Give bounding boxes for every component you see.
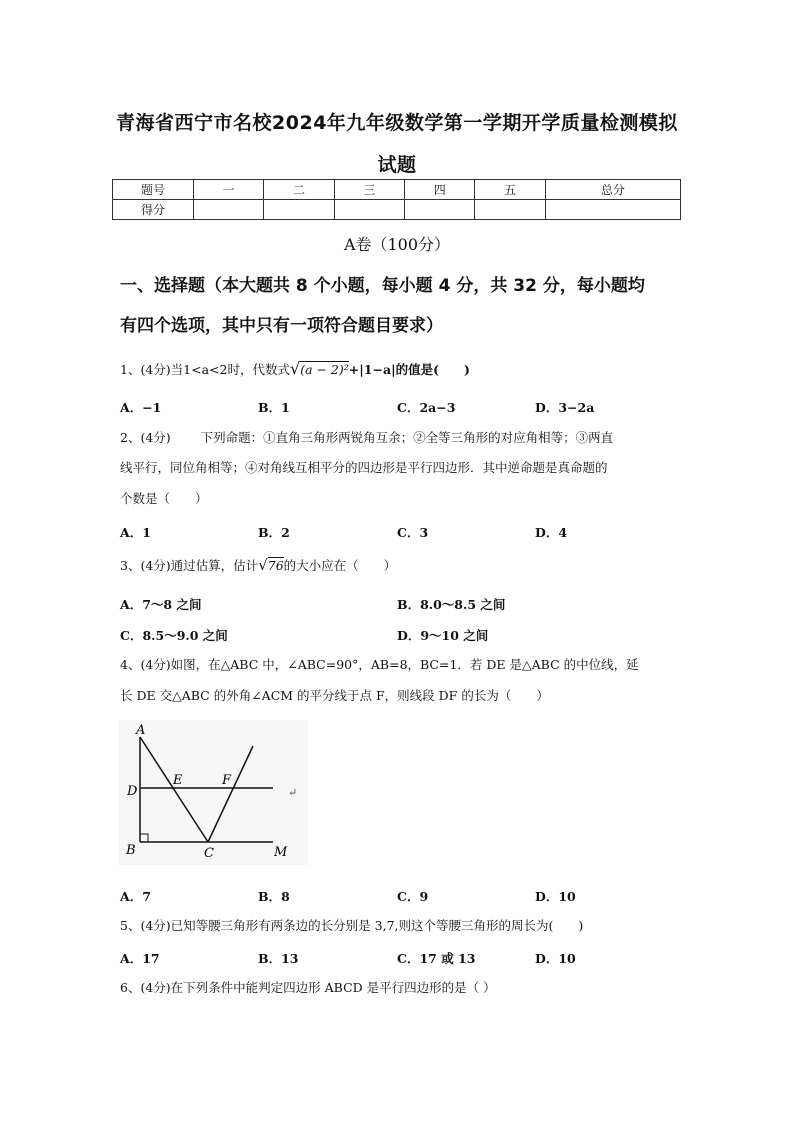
formula: (a − 2)² (300, 362, 349, 377)
score-header-1: 一 (194, 180, 264, 200)
label-e: E (173, 773, 183, 788)
option-c[interactable]: C．8.5～9.0 之间 (120, 628, 228, 643)
question-text: 在下列条件中能判定四边形 ABCD 是平行四边形的是（ ） (170, 980, 496, 995)
section-a-heading: A卷（100分） (343, 235, 451, 254)
score-table (112, 179, 681, 220)
return-mark-icon: ↵ (288, 786, 298, 799)
label-b: B (126, 843, 136, 858)
formula: 76 (267, 558, 284, 573)
option-a[interactable]: A．17 (120, 951, 160, 966)
option-a[interactable]: A．7 (120, 889, 151, 904)
label-f: F (222, 773, 232, 788)
question-6 (120, 980, 680, 996)
option-d[interactable]: D．4 (535, 525, 568, 540)
score-header-total: 总分 (545, 180, 680, 200)
question-number: 3、(4分) (120, 558, 171, 573)
question-text-tail: 的大小应在（ ） (283, 558, 397, 573)
score-table-score-row (113, 200, 681, 220)
score-header-5: 五 (475, 180, 545, 200)
option-c[interactable]: C．9 (397, 889, 429, 904)
question-number: 6、(4分) (120, 980, 171, 995)
page-title: 青海省西宁市名校2024年九年级数学第一学期开学质量检测模拟 (116, 112, 678, 134)
score-row-label: 得分 (113, 200, 194, 220)
question-number: 1、(4分) (120, 362, 171, 377)
label-d: D (127, 784, 138, 799)
option-d[interactable]: D．9～10 之间 (397, 628, 489, 643)
section1-heading-line2: 有四个选项，其中只有一项符合题目要求） (120, 316, 443, 336)
score-table-header-row (113, 180, 681, 200)
page-title-line2: 试题 (377, 154, 417, 176)
option-b[interactable]: B．13 (258, 951, 299, 966)
question-text: 下列命题：①直角三角形两锐角互余；②全等三角形的对应角相等；③两直 (200, 430, 614, 445)
figure-background (118, 720, 308, 865)
question-5 (120, 918, 680, 934)
question-2 (120, 430, 680, 446)
label-a: A (136, 723, 146, 738)
label-c: C (204, 846, 214, 861)
question-text-tail: +|1−a|的值是( ) (348, 362, 470, 377)
sqrt-icon: √ (289, 359, 301, 378)
option-a[interactable]: A．1 (120, 525, 151, 540)
score-cell[interactable] (264, 200, 334, 220)
sqrt-icon: √ (258, 556, 268, 574)
question-number: 2、(4分) (120, 430, 171, 445)
score-cell[interactable] (545, 200, 680, 220)
label-m: M (274, 845, 288, 860)
option-c[interactable]: C．3 (397, 525, 429, 540)
option-d[interactable]: D．10 (535, 951, 576, 966)
section1-heading-line1: 一、选择题（本大题共 8 个小题，每小题 4 分，共 32 分，每小题均 (120, 276, 645, 296)
option-d[interactable]: D．3−2a (535, 400, 595, 415)
option-c[interactable]: C．17 或 13 (397, 951, 476, 966)
question-text: 如图，在△ABC 中，∠ABC=90°，AB=8，BC=1．若 DE 是△ABC 的中位线，延 (170, 657, 639, 672)
option-a[interactable]: A．−1 (120, 400, 162, 415)
score-header-2: 二 (264, 180, 334, 200)
question-4-line2: 长 DE 交△ABC 的外角∠ACM 的平分线于点 F，则线段 DF 的长为（ ） (120, 688, 549, 703)
score-cell[interactable] (405, 200, 475, 220)
option-b[interactable]: B．2 (258, 525, 290, 540)
question-number: 5、(4分) (120, 918, 171, 933)
option-b[interactable]: B．8.0～8.5 之间 (397, 597, 506, 612)
option-d[interactable]: D．10 (535, 889, 576, 904)
score-cell[interactable] (194, 200, 264, 220)
question-text: 已知等腰三角形有两条边的长分别是 3,7,则这个等腰三角形的周长为( ) (170, 918, 584, 933)
score-header-3: 三 (334, 180, 404, 200)
question-2-line3: 个数是（ ） (120, 491, 208, 506)
question-text: 当1<a<2时，代数式 (170, 362, 290, 377)
geometry-figure (118, 720, 308, 865)
question-text: 通过估算，估计 (170, 558, 259, 573)
score-cell[interactable] (475, 200, 545, 220)
option-b[interactable]: B．8 (258, 889, 290, 904)
question-3 (120, 557, 680, 574)
question-2-line2: 线平行，同位角相等；④对角线互相平分的四边形是平行四边形．其中逆命题是真命题的 (120, 460, 608, 475)
option-a[interactable]: A．7～8 之间 (120, 597, 202, 612)
score-header-label: 题号 (113, 180, 194, 200)
question-number: 4、(4分) (120, 657, 171, 672)
score-header-4: 四 (405, 180, 475, 200)
question-1 (120, 361, 680, 378)
score-cell[interactable] (334, 200, 404, 220)
option-c[interactable]: C．2a−3 (397, 400, 456, 415)
option-b[interactable]: B．1 (258, 400, 290, 415)
question-4 (120, 657, 680, 673)
